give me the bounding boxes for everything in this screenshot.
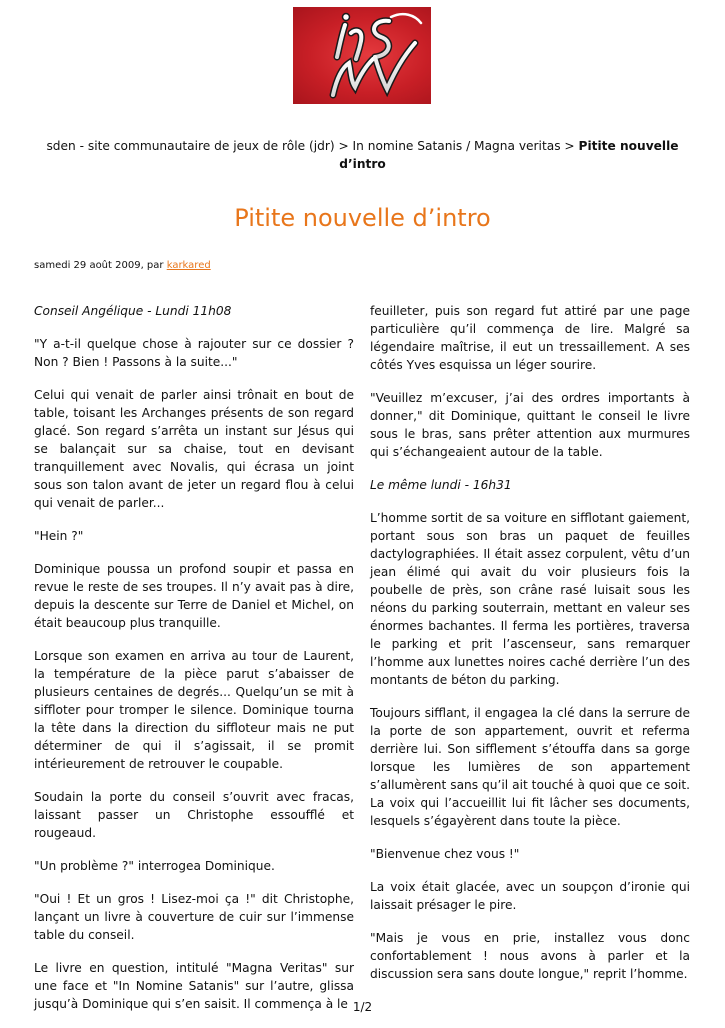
paragraph: feuilleter, puis son regard fut attiré par une page particulière qu’il commença de lire. Malgré sa légendaire maîtrise, il eut un tressaillement. A ses côtés Yves esquissa un léger sourire. <box>370 304 690 372</box>
section-heading: Conseil Angélique - Lundi 11h08 <box>34 304 232 318</box>
author-link[interactable]: karkared <box>166 260 211 271</box>
article-title: Pitite nouvelle d’intro <box>234 204 491 232</box>
breadcrumb <box>34 137 691 173</box>
paragraph: "Bienvenue chez vous !" <box>370 847 520 861</box>
ins-mv-logo-icon <box>293 7 431 104</box>
paragraph: "Veuillez m’excuser, j’ai des ordres importants à donner," dit Dominique, quittant le conseil le livre sous le bras, sans prêter attention aux murmures qui s’échangeaient autour de la table. <box>370 391 690 459</box>
paragraph: Lorsque son examen en arriva au tour de Laurent, la température de la pièce parut s’abaisser de plusieurs centaines de degrés... Quelqu’un se mit à siffloter pour tromper le silence. Dominique tourna la tête dans la direction du siffloteur mais ne put déterminer de qui il s’agissait, il se promit intérieurement de retrouver le coupable. <box>34 649 354 771</box>
paragraph: Le livre en question, intitulé "Magna Veritas" sur une face et "In Nomine Satanis" sur l’autre, glissa jusqu’à Dominique qui s’en saisit. Il commença à le <box>34 961 354 1011</box>
paragraph: "Oui ! Et un gros ! Lisez-moi ça !" dit Christophe, lançant un livre à couverture de cuir sur l’immense table du conseil. <box>34 892 354 942</box>
breadcrumb-current: Pitite nouvelle d’intro <box>339 139 679 171</box>
breadcrumb-path[interactable]: sden - site communautaire de jeux de rôle (jdr) > In nomine Satanis / Magna veritas > <box>46 139 579 153</box>
article-date: samedi 29 août 2009, par <box>34 260 167 271</box>
section-heading: Le même lundi - 16h31 <box>370 478 512 492</box>
right-column <box>370 302 690 998</box>
paragraph: Toujours sifflant, il engagea la clé dans la serrure de la porte de son appartement, ouvrit et referma derrière lui. Son sifflement s’étouffa dans sa gorge lorsque les lumières de son appartement s’allumèrent sans qu’il ait touché à quoi que ce soit. La voix qui l’accueillit lui fit lâcher ses documents, lesquels s’égayèrent dans toute la pièce. <box>370 706 690 828</box>
left-column <box>34 302 354 1028</box>
paragraph: Dominique poussa un profond soupir et passa en revue le reste de ses troupes. Il n’y avait pas à dire, depuis la descente sur Terre de Daniel et Michel, on était beaucoup plus tranquille. <box>34 562 354 630</box>
paragraph: "Hein ?" <box>34 529 84 543</box>
paragraph: "Un problème ?" interrogea Dominique. <box>34 859 275 873</box>
site-logo[interactable] <box>293 7 431 104</box>
paragraph: "Y a-t-il quelque chose à rajouter sur ce dossier ? Non ? Bien ! Passons à la suite..." <box>34 337 354 369</box>
paragraph: Soudain la porte du conseil s’ouvrit avec fracas, laissant passer un Christophe essoufflé et rougeaud. <box>34 790 354 840</box>
paragraph: La voix était glacée, avec un soupçon d’ironie qui laissait présager le pire. <box>370 880 690 912</box>
page-number: 1/2 <box>352 1000 373 1014</box>
paragraph: Celui qui venait de parler ainsi trônait en bout de table, toisant les Archanges présents de son regard glacé. Son regard s’arrêta un instant sur Jésus qui se balançait sur sa chaise, tout en devisant tranquillement avec Novalis, qui écrasa un joint sous son talon avant de jeter un regard flou à celui qui venait de parler... <box>34 388 354 510</box>
paragraph: "Mais je vous en prie, installez vous donc confortablement ! nous avons à parler et la discussion sera sans doute longue," reprit l’homme. <box>370 931 690 981</box>
article-byline <box>34 258 211 274</box>
paragraph: L’homme sortit de sa voiture en sifflotant gaiement, portant sous son bras un paquet de feuilles dactylographiées. Il était assez corpulent, vêtu d’un jean élimé qui avait du voir plusieurs fois la poubelle de près, son crâne rasé luisait sous les néons du parking souterrain, mettant en valeur ses énormes bachantes. Il ferma les portières, traversa le parking et prit l’ascenseur, sans remarquer l’homme aux lunettes noires caché derrière l’un des montants de béton du parking. <box>370 511 690 687</box>
